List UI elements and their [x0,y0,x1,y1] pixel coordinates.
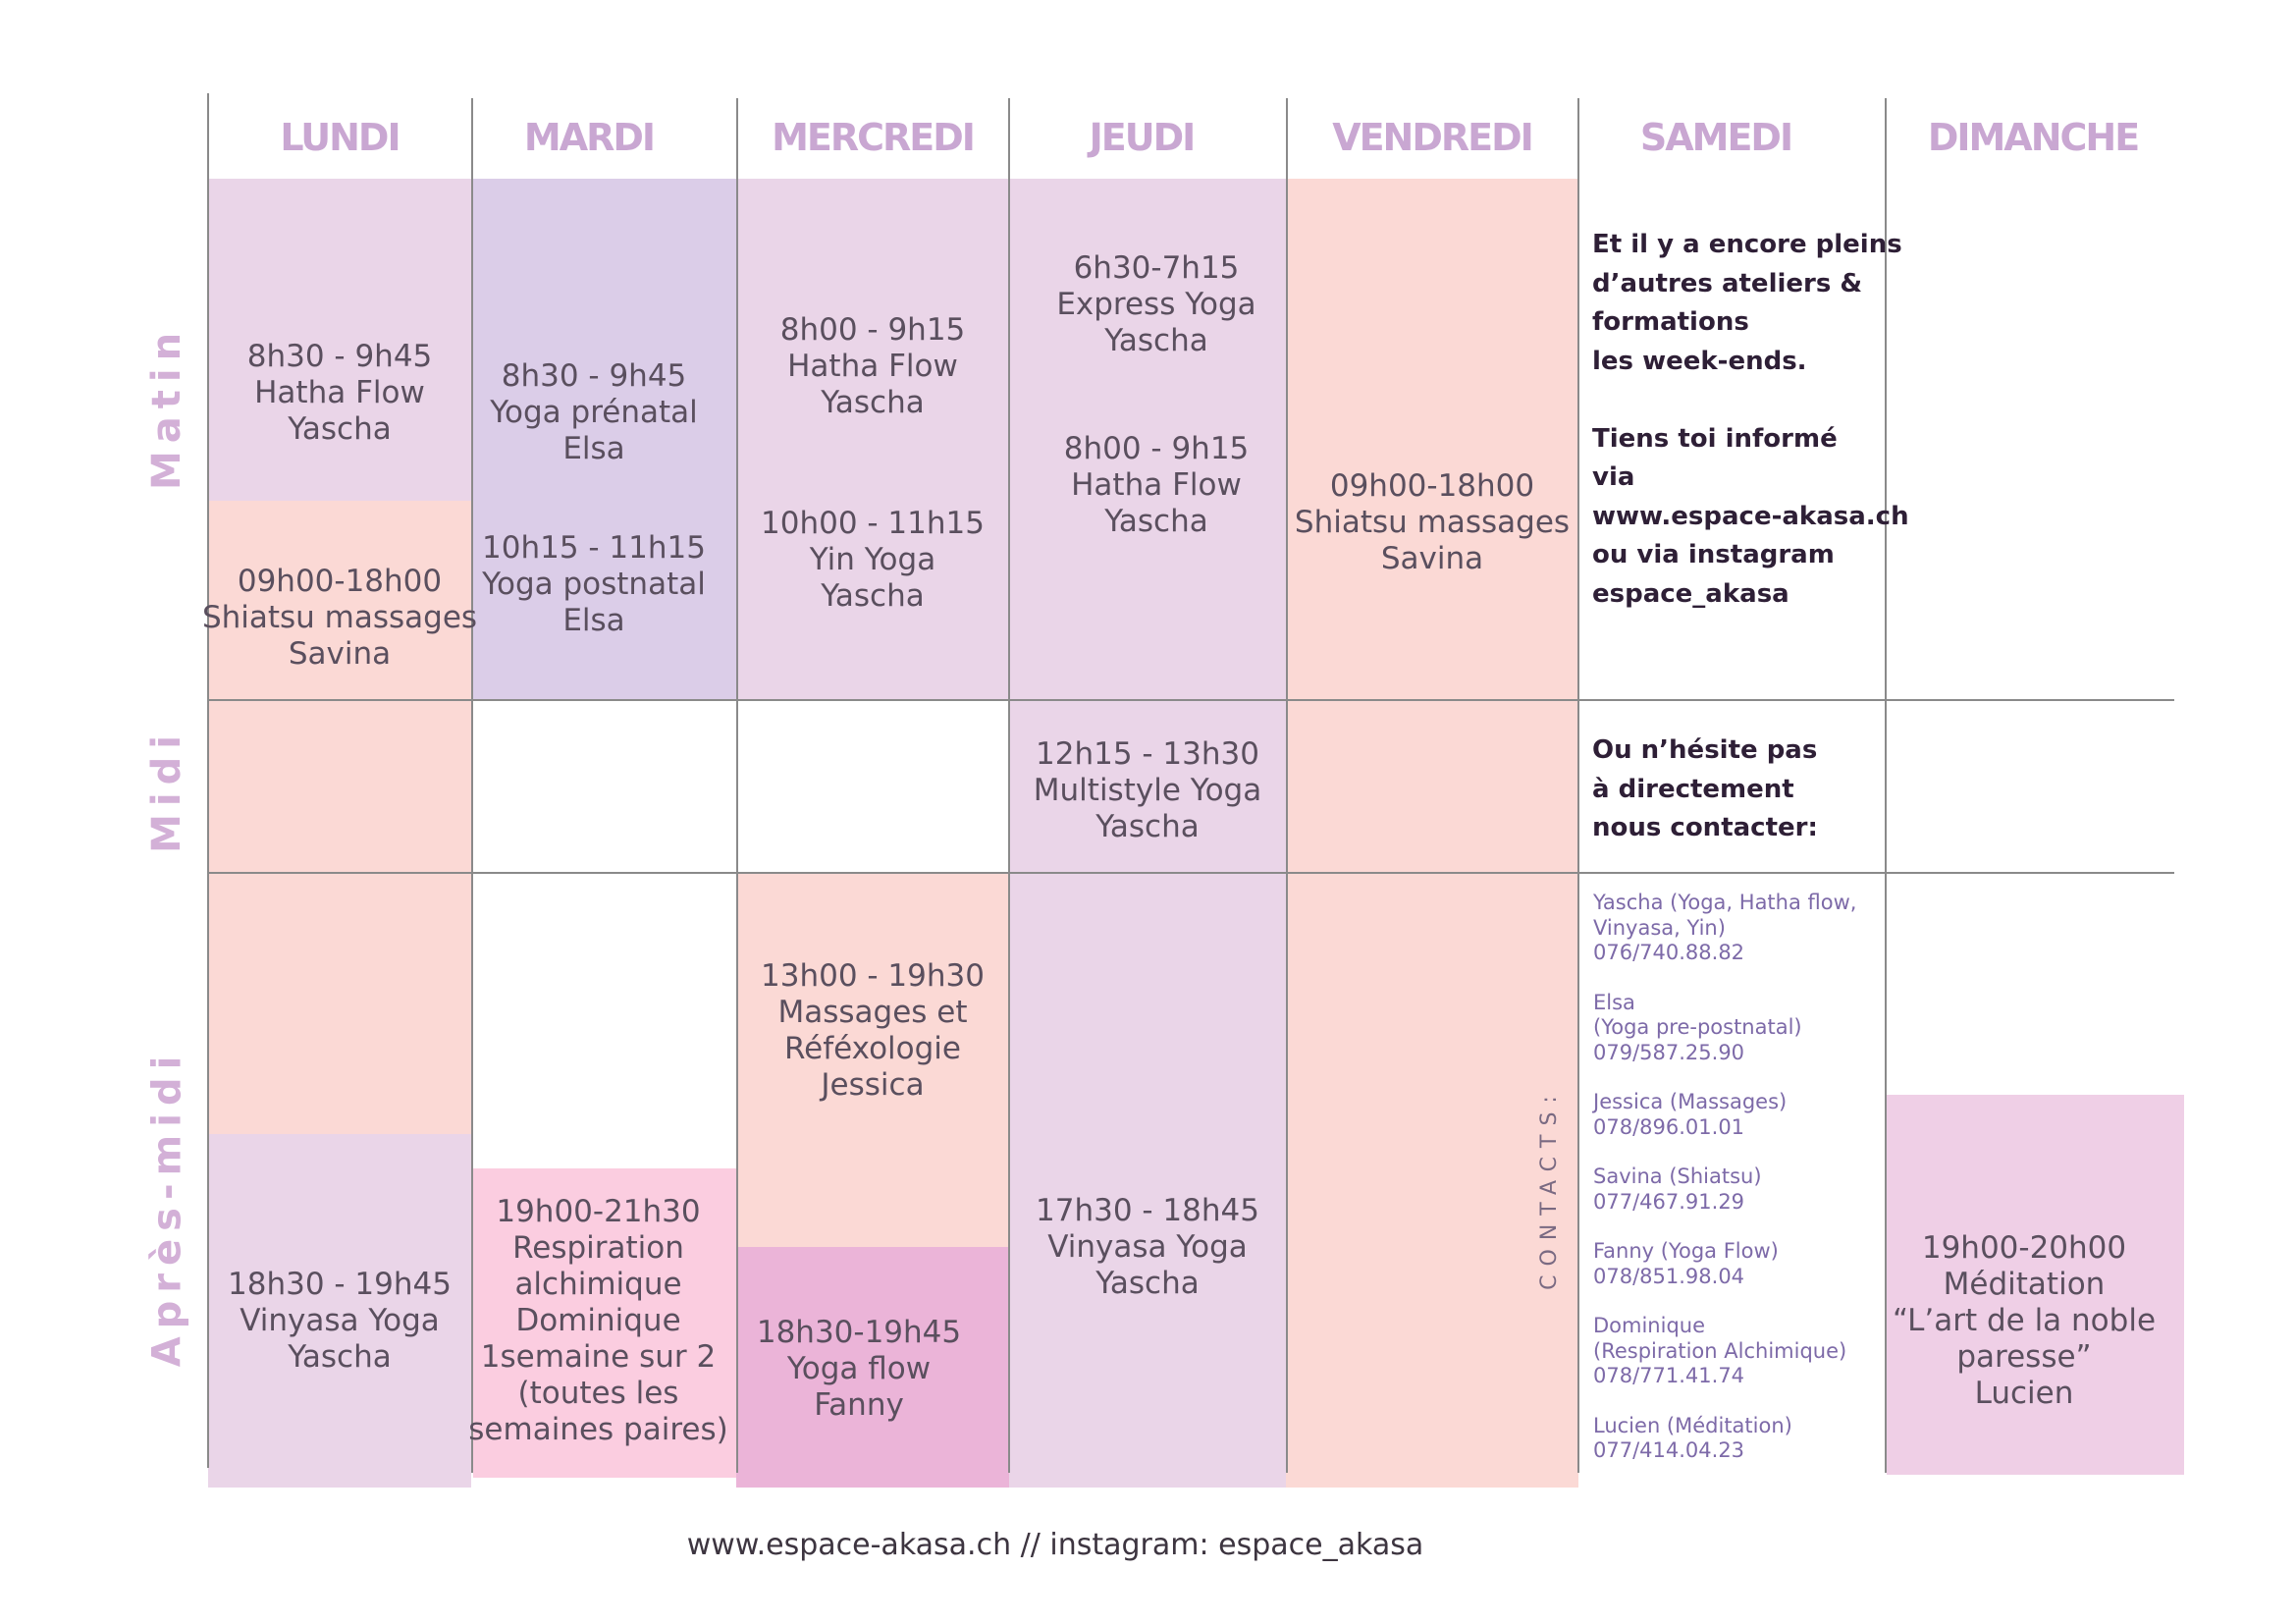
weekend-info: Et il y a encore pleins d’autres ateliers & formations les week-ends. Tiens toi informé via www.espace-akasa.ch ou via instagram espace_akasa [1592,226,1909,614]
block-mercredi-morning [736,179,1009,699]
session-lundi-shiatsu: 09h00-18h00 Shiatsu massages Savina [201,563,478,672]
footer-links: www.espace-akasa.ch // instagram: espace_akasa [686,1528,1424,1562]
phone-number[interactable]: 079/587.25.90 [1593,1040,1745,1064]
contact-prompt: Ou n’hésite pas à directement nous contacter: [1592,735,1818,842]
session-jeudi-multistyle: 12h15 - 13h30 Multistyle Yoga Yascha [1033,735,1262,844]
phone-number[interactable]: 078/771.41.74 [1593,1364,1745,1387]
grid-line [736,98,738,1473]
day-header-dimanche: DIMANCHE [1927,116,2139,159]
phone-number[interactable]: 078/851.98.04 [1593,1264,1745,1288]
session-mardi-respiration: 19h00-21h30 Respiration alchimique Dominique 1semaine sur 2 (toutes les semaines paires) [468,1193,728,1447]
phone-number[interactable]: 077/414.04.23 [1593,1438,1745,1462]
period-label-afternoon: Après-midi [144,1048,189,1368]
day-header-mercredi: MERCREDI [772,116,974,159]
contact-fanny: Fanny (Yoga Flow) 078/851.98.04 [1593,1239,1878,1289]
day-header-jeudi: JEUDI [1089,116,1195,159]
period-label-morning: Matin [144,324,190,491]
day-header-samedi: SAMEDI [1639,116,1792,159]
period-label-noon: Midi [144,728,190,853]
grid-line [208,699,2174,701]
session-jeudi-hatha: 8h00 - 9h15 Hatha Flow Yascha [1063,430,1250,539]
session-mercredi-flow: 18h30-19h45 Yoga flow Fanny [756,1314,962,1423]
contact-yascha: Yascha (Yoga, Hatha flow, Vinyasa, Yin) 076/740.88.82 [1593,891,1878,966]
session-jeudi-vinyasa: 17h30 - 18h45 Vinyasa Yoga Yascha [1036,1192,1259,1301]
contact-lucien: Lucien (Méditation) 077/414.04.23 [1593,1414,1878,1464]
session-lundi-hatha: 8h30 - 9h45 Hatha Flow Yascha [246,338,433,447]
instagram-handle[interactable]: espace_akasa [1592,578,1789,609]
session-lundi-vinyasa: 18h30 - 19h45 Vinyasa Yoga Yascha [228,1266,452,1375]
session-mercredi-hatha: 8h00 - 9h15 Hatha Flow Yascha [779,311,966,420]
session-mardi-postnatal: 10h15 - 11h15 Yoga postnatal Elsa [482,529,706,638]
session-jeudi-express: 6h30-7h15 Express Yoga Yascha [1056,249,1256,358]
day-header-lundi: LUNDI [280,116,400,159]
session-mercredi-massages: 13h00 - 19h30 Massages et Réféxologie Jessica [761,958,985,1103]
session-dimanche-meditation: 19h00-20h00 Méditation “L’art de la noble paresse” Lucien [1892,1229,2157,1411]
contact-elsa: Elsa (Yoga pre-postnatal) 079/587.25.90 [1593,991,1878,1066]
phone-number[interactable]: 076/740.88.82 [1593,941,1745,964]
day-header-vendredi: VENDREDI [1332,116,1532,159]
session-mardi-prenatal: 8h30 - 9h45 Yoga prénatal Elsa [490,357,698,466]
contact-dominique: Dominique (Respiration Alchimique) 078/771.41.74 [1593,1314,1878,1389]
website-link[interactable]: www.espace-akasa.ch [1592,501,1909,531]
contact-jessica: Jessica (Massages) 078/896.01.01 [1593,1090,1878,1140]
phone-number[interactable]: 077/467.91.29 [1593,1189,1745,1214]
day-header-mardi: MARDI [523,116,655,159]
contacts-label: CONTACTS: [1536,1086,1562,1290]
session-mercredi-yin: 10h00 - 11h15 Yin Yoga Yascha [761,505,985,614]
phone-number[interactable]: 078/896.01.01 [1593,1114,1745,1139]
grid-line [208,872,2174,874]
session-vendredi-shiatsu: 09h00-18h00 Shiatsu massages Savina [1294,467,1571,576]
contact-savina: Savina (Shiatsu) 077/467.91.29 [1593,1164,1878,1215]
contacts-list [1593,891,1878,1489]
